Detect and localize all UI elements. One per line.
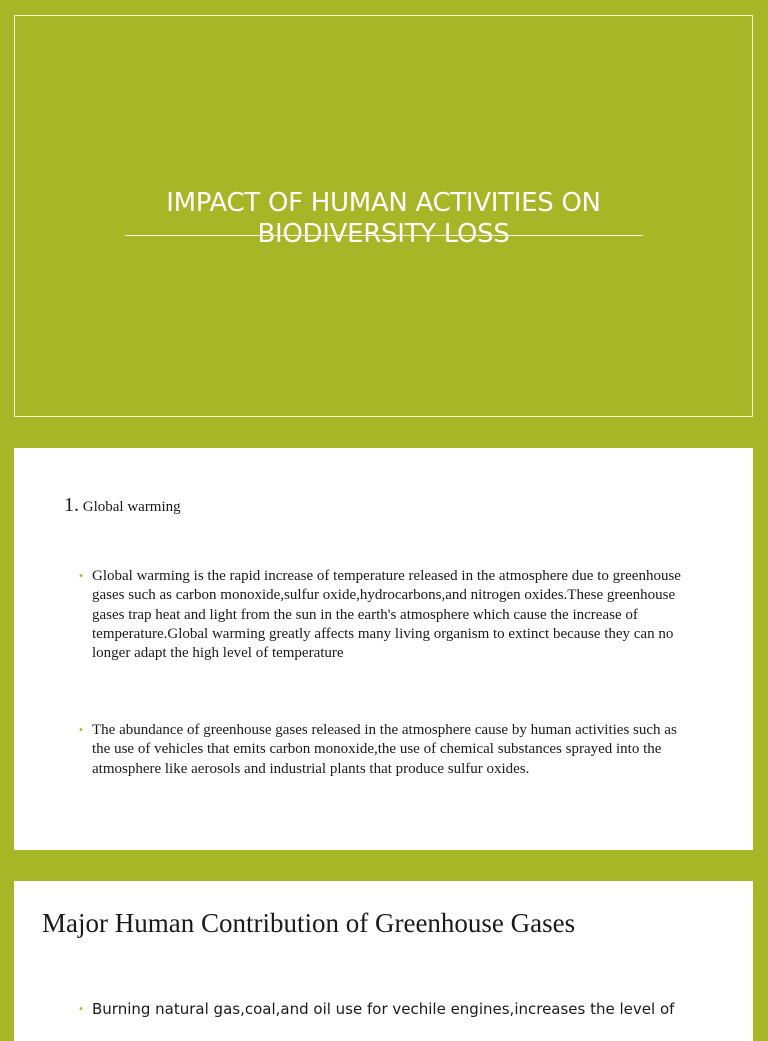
slide-title-line-2: BIODIVERSITY LOSS [257,219,510,249]
section-heading [64,494,181,517]
bullet-dot-icon: • [78,1004,84,1015]
section-heading-text: Global warming [82,499,181,515]
bullet-item [78,567,698,663]
title-underline [125,235,643,236]
bullet-item [78,721,698,779]
bullet-dot-icon: • [78,571,84,582]
bullet-text: The abundance of greenhouse gases released in the atmosphere cause by human activities such as the use of vehicles that emits carbon monoxide,the use of chemical substances sprayed into the atmosphere like aerosols and industrial plants that produce sulfur oxides. [92,722,677,777]
bullet-text: Global warming is the rapid increase of temperature released in the atmosphere due to greenhouse gases such as carbon monoxide,sulfur oxide,hydrocarbons,and nitrogen oxides.These greenhouse gases trap heat and light from the sun in the earth's atmosphere which cause the increase of temperature.Global warming greatly affects many living organism to extinct because they can no longer adapt the high level of temperature [92,568,681,662]
section-number: 1. [64,494,79,516]
bullet-text: Burning natural gas,coal,and oil use for vechile engines,increases the level of [92,1000,675,1018]
slide-title-line-1: IMPACT OF HUMAN ACTIVITIES ON [166,188,601,218]
slide-title [15,188,752,250]
title-slide [14,15,753,417]
slide-heading: Major Human Contribution of Greenhouse Gases [42,908,576,938]
bullet-item [78,1000,698,1019]
bullet-dot-icon: • [78,725,84,736]
